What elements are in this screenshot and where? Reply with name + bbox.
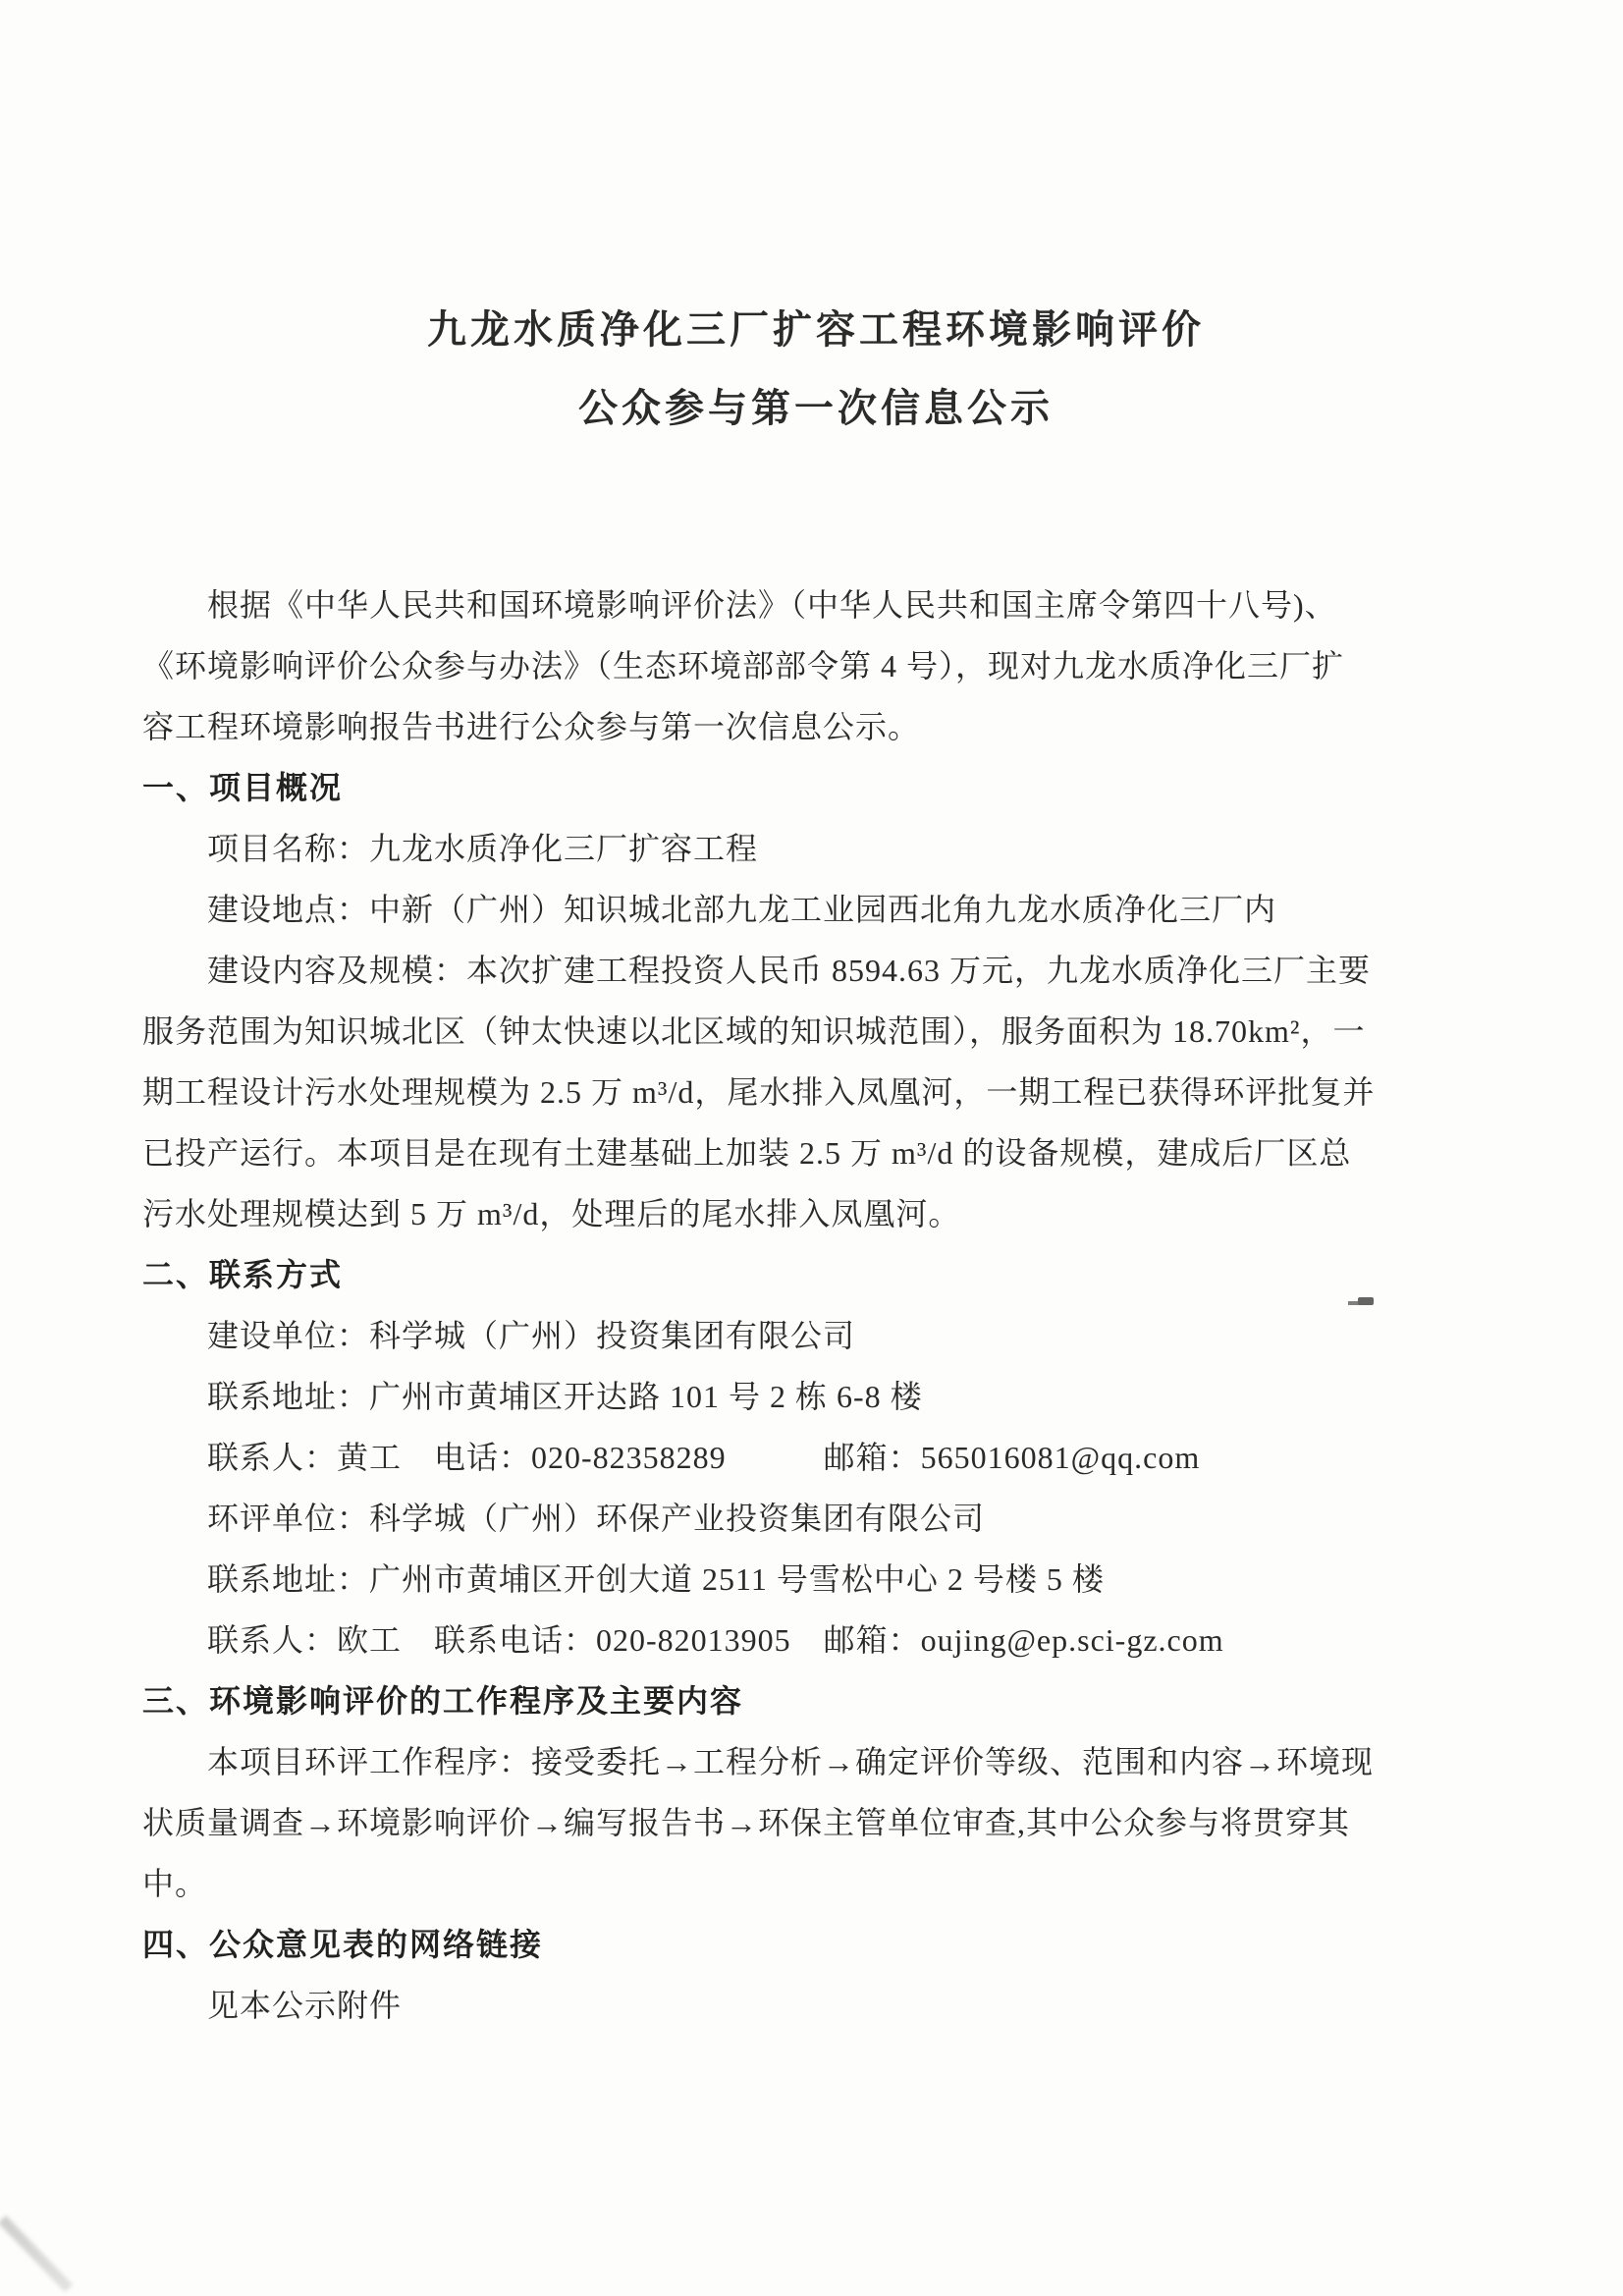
document-title [142, 0, 1489, 434]
doc-line: 状质量调查→环境影响评价→编写报告书→环保主管单位审查,其中公众参与将贯穿其 [142, 1805, 1351, 1840]
intro-line: 容工程环境影响报告书进行公众参与第一次信息公示。 [142, 709, 921, 744]
doc-line: 建设地点：中新（广州）知识城北部九龙工业园西北角九龙水质净化三厂内 [142, 892, 1277, 927]
doc-line: 已投产运行。本项目是在现有土建基础上加装 2.5 万 m³/d 的设备规模，建成后厂区总 [142, 1135, 1352, 1171]
doc-line: 中。 [142, 1866, 208, 1901]
title-gap [142, 355, 1489, 383]
doc-line: 期工程设计污水处理规模为 2.5 万 m³/d，尾水排入凤凰河，一期工程已获得环评批复并 [142, 1074, 1376, 1110]
section-heading-eia-procedure: 三、环境影响评价的工作程序及主要内容 [142, 1683, 744, 1719]
doc-line: 建设单位：科学城（广州）投资集团有限公司 [142, 1318, 856, 1353]
intro-line: 《环境影响评价公众参与办法》（生态环境部部令第 4 号），现对九龙水质净化三厂扩 [142, 648, 1345, 683]
doc-title-line2: 公众参与第一次信息公示 [578, 387, 1054, 430]
doc-line: 建设内容及规模：本次扩建工程投资人民币 8594.63 万元，九龙水质净化三厂主要 [142, 953, 1372, 988]
doc-line: 污水处理规模达到 5 万 m³/d，处理后的尾水排入凤凰河。 [142, 1196, 961, 1231]
doc-line: 联系人：黄工 电话：020-82358289 邮箱：565016081@qq.com [142, 1440, 1201, 1475]
doc-line: 项目名称：九龙水质净化三厂扩容工程 [142, 831, 759, 866]
intro-line: 根据《中华人民共和国环境影响评价法》（中华人民共和国主席令第四十八号)、 [142, 587, 1337, 623]
doc-title-line1: 九龙水质净化三厂扩容工程环境影响评价 [427, 308, 1205, 352]
section-heading-public-opinion-link: 四、公众意见表的网络链接 [142, 1927, 544, 1962]
section-heading-contact-info: 二、联系方式 [142, 1257, 344, 1292]
body-spacer [142, 434, 1489, 574]
section-heading-project-overview: 一、项目概况 [142, 770, 344, 805]
document-body [142, 0, 1489, 2036]
doc-line: 见本公示附件 [142, 1988, 403, 2023]
doc-line: 环评单位：科学城（广州）环保产业投资集团有限公司 [142, 1501, 986, 1536]
doc-line: 联系地址：广州市黄埔区开达路 101 号 2 栋 6-8 楼 [142, 1379, 923, 1414]
doc-line: 服务范围为知识城北区（钟太快速以北区域的知识城范围），服务面积为 18.70km²，一 [142, 1013, 1366, 1049]
scan-smudge-artifact [1358, 1297, 1374, 1305]
doc-line: 本项目环评工作程序：接受委托→工程分析→确定评价等级、范围和内容→环境现 [142, 1744, 1375, 1779]
scan-diagonal-streak-artifact [0, 2215, 73, 2292]
doc-line: 联系人：欧工 联系电话：020-82013905 邮箱：oujing@ep.sci-gz.com [142, 1622, 1224, 1658]
doc-line: 联系地址：广州市黄埔区开创大道 2511 号雪松中心 2 号楼 5 楼 [142, 1561, 1105, 1597]
